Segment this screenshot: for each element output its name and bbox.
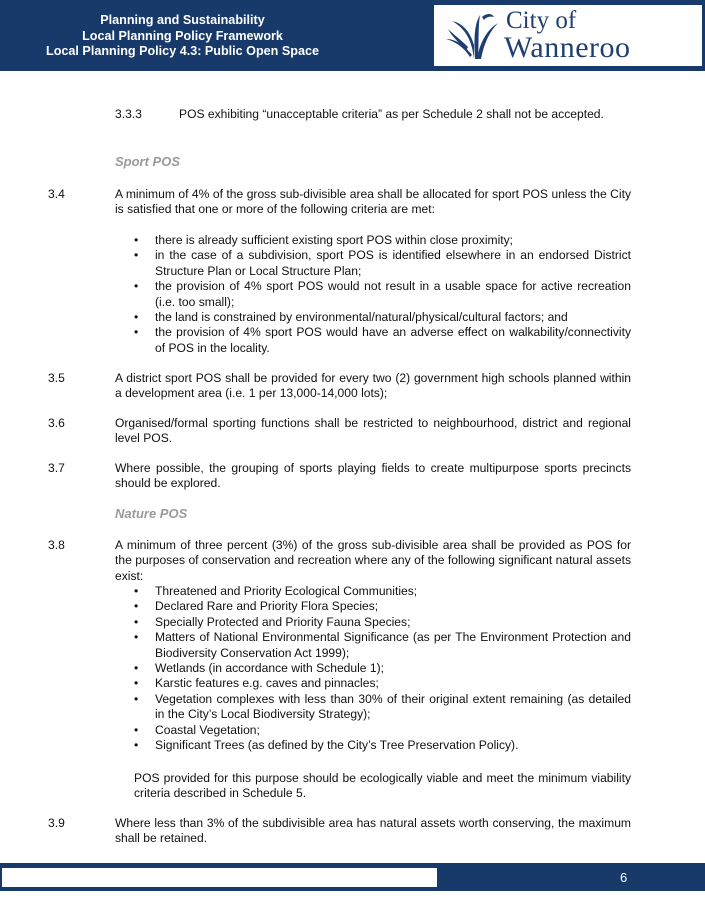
list-item: • there is already sufficient existing sport POS within close proximity; (134, 233, 631, 248)
clause-number: 3.5 (48, 371, 65, 385)
list-item: • in the case of a subdivision, sport POS is identified elsewhere in an endorsed District Structure Plan or Local Structure Plan; (134, 248, 631, 279)
list-item: • the provision of 4% sport POS would not result in a usable space for active recreation (i.e. too small); (134, 279, 631, 310)
clause-number: 3.3.3 (115, 107, 142, 121)
clause-text: Where possible, the grouping of sports playing fields to create multipurpose sports precincts should be explored. (115, 461, 631, 491)
page-number: 6 (620, 870, 628, 885)
list-item: • Declared Rare and Priority Flora Species; (134, 599, 631, 614)
list-item: • Vegetation complexes with less than 30% of their original extent remaining (as detailed in the City’s Local Biodiversity Strategy); (134, 692, 631, 723)
header-line-3: Local Planning Policy 4.3: Public Open Space (46, 44, 319, 58)
clause-number: 3.6 (48, 416, 65, 430)
section-heading-nature: Nature POS (115, 506, 188, 521)
list-item: • the provision of 4% sport POS would have an adverse effect on walkability/connectivity of POS in the locality. (134, 325, 631, 356)
header-title-block (0, 13, 365, 60)
list-item: • Coastal Vegetation; (134, 723, 631, 738)
clause-text: POS exhibiting “unacceptable criteria” as per Schedule 2 shall not be accepted. (179, 107, 604, 121)
swan-logo-icon (444, 11, 500, 61)
list-item: • the land is constrained by environmental/natural/physical/cultural factors; and (134, 310, 631, 325)
clause-text: A minimum of 4% of the gross sub-divisible area shall be allocated for sport POS unless the City is satisfied that one or more of the following criteria are met: (115, 187, 631, 217)
header-line-1: Planning and Sustainability (100, 13, 265, 27)
list-item: • Wetlands (in accordance with Schedule 1); (134, 661, 631, 676)
clause-number: 3.4 (48, 187, 65, 201)
clause-number: 3.7 (48, 461, 65, 475)
list-item: • Karstic features e.g. caves and pinnacles; (134, 676, 631, 691)
logo-text-wanneroo: Wanneroo (504, 31, 631, 64)
clause-text: Where less than 3% of the subdivisible area has natural assets worth conserving, the maximum shall be retained. (115, 816, 631, 846)
logo-text-city-of: City of (506, 7, 577, 34)
list-item: • Matters of National Environmental Significance (as per The Environment Protection and Biodiversity Conservation Act 1999); (134, 630, 631, 661)
bullet-list (134, 584, 631, 753)
page-header (0, 0, 705, 71)
list-item: • Specially Protected and Priority Fauna Species; (134, 615, 631, 630)
clause-number: 3.8 (48, 538, 65, 552)
city-logo (434, 5, 702, 66)
section-heading-sport: Sport POS (115, 154, 181, 169)
clause-text: Organised/formal sporting functions shall be restricted to neighbourhood, district and regional level POS. (115, 416, 631, 446)
list-item: • Threatened and Priority Ecological Communities; (134, 584, 631, 599)
header-line-2: Local Planning Policy Framework (82, 28, 283, 43)
list-item: • Significant Trees (as defined by the City’s Tree Preservation Policy). (134, 738, 631, 753)
bullet-list (134, 233, 631, 356)
clause-note: POS provided for this purpose should be ecologically viable and meet the minimum viability criteria described in Schedule 5. (134, 771, 631, 801)
clause-text: A minimum of three percent (3%) of the gross sub-divisible area shall be provided as POS for the purposes of conservation and recreation where any of the following significant natural assets exist: (115, 538, 631, 583)
footer-blank-panel (2, 868, 437, 887)
clause-number: 3.9 (48, 816, 65, 830)
clause-text: A district sport POS shall be provided for every two (2) government high schools planned within a development area (i.e. 1 per 13,000-14,000 lots); (115, 371, 631, 401)
